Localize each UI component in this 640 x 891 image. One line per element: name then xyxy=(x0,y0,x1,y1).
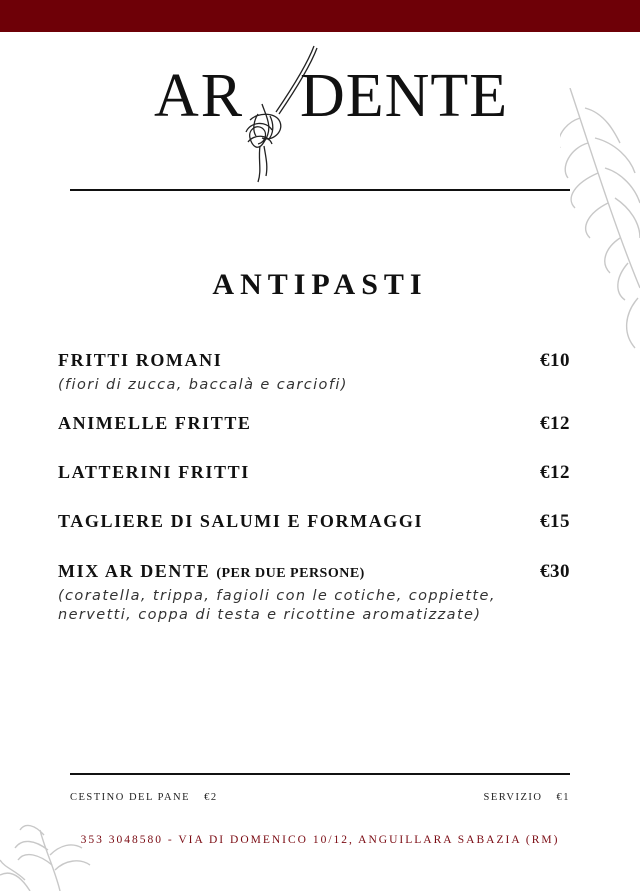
divider-bottom xyxy=(70,773,570,775)
menu-item xyxy=(58,462,570,484)
rosemary-branch-icon xyxy=(0,820,110,891)
menu-item-price: €30 xyxy=(540,561,570,582)
bread-basket-price: €2 xyxy=(204,792,218,803)
menu-item-price: €10 xyxy=(540,350,570,371)
divider-top xyxy=(70,189,570,191)
brand-name-right: DENTE xyxy=(300,62,509,130)
menu-item xyxy=(58,350,570,395)
service-charge-label: SERVIZIO xyxy=(483,792,543,803)
menu-item-name-text: MIX AR DENTE xyxy=(58,561,211,581)
menu-item-name: ANIMELLE FRITTE xyxy=(58,413,252,433)
bread-basket-label: CESTINO DEL PANE xyxy=(70,792,191,803)
menu-item-description: (coratella, trippa, fagioli con le cotiche, coppiette, nervetti, coppa di testa e ricottine aromatizzate) xyxy=(58,588,496,623)
brand-logo xyxy=(0,40,640,185)
menu-item-price: €12 xyxy=(540,413,570,434)
bread-basket-info xyxy=(70,792,218,803)
menu-item-name: TAGLIERE DI SALUMI E FORMAGGI xyxy=(58,511,424,531)
menu-item xyxy=(58,413,570,435)
menu-item-price: €12 xyxy=(540,462,570,483)
section-title: ANTIPASTI xyxy=(212,268,428,301)
service-charge-price: €1 xyxy=(556,792,570,803)
menu-item-name xyxy=(58,561,365,582)
contact-address: 353 3048580 - VIA DI DOMENICO 10/12, ANGUILLARA SABAZIA (RM) xyxy=(80,834,560,846)
menu-item-name: LATTERINI FRITTI xyxy=(58,462,250,482)
menu-item xyxy=(58,561,570,625)
menu-item-name: FRITTI ROMANI xyxy=(58,350,223,370)
service-charge-info xyxy=(484,792,571,803)
brand-name-left: AR xyxy=(154,62,245,130)
top-accent-bar xyxy=(0,0,640,32)
menu-item-note: (PER DUE PERSONE) xyxy=(216,566,365,581)
menu-item-description: (fiori di zucca, baccalà e carciofi) xyxy=(58,377,348,393)
menu-item xyxy=(58,511,570,533)
menu-item-price: €15 xyxy=(540,511,570,532)
